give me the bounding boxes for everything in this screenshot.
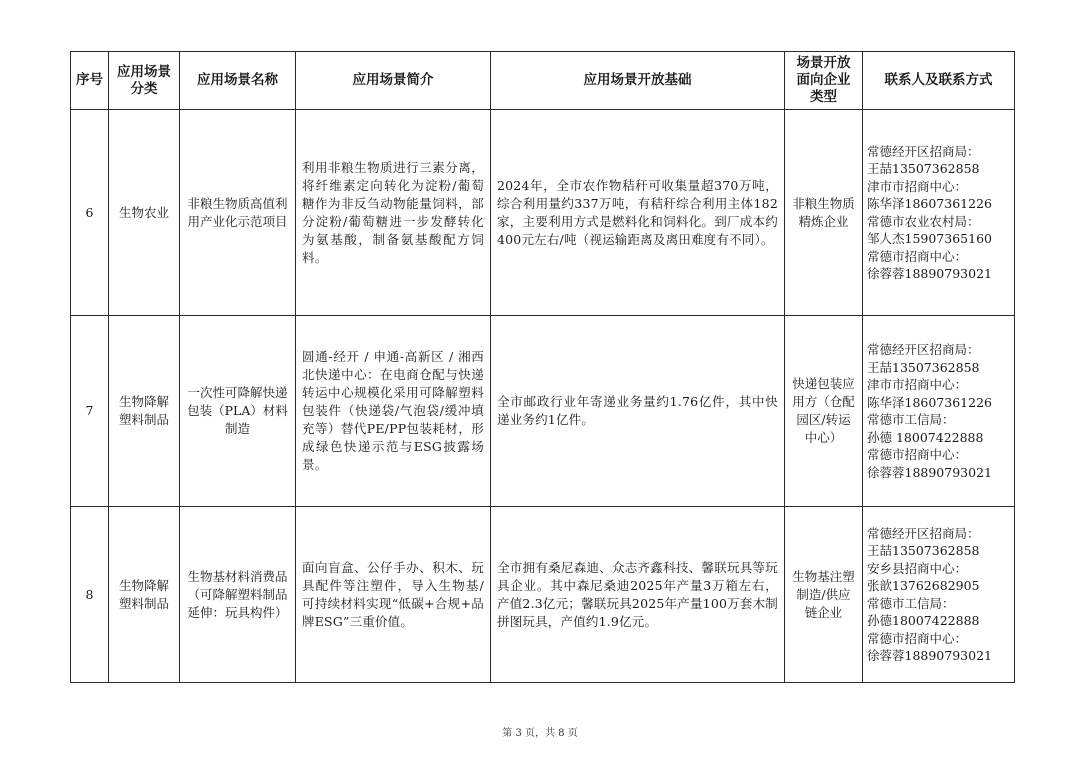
table-row: [71, 110, 1015, 316]
row-seq: 6: [71, 110, 109, 316]
row-seq: 8: [71, 507, 109, 683]
row-name-text: 生物基材料消费品（可降解塑料制品延伸：玩具构件）: [187, 568, 288, 620]
row-intro: 面向盲盒、公仔手办、积木、玩具配件等注塑件，导入生物基/可持续材料实现“低碳+合规+品牌ESG”三重价值。: [296, 507, 491, 683]
contact-line: 常德市招商中心：: [867, 447, 968, 462]
row-name-text: 非粮生物质高值利用产业化示范项目: [187, 195, 288, 229]
contact-line: 常德经开区招商局：: [867, 525, 980, 541]
contact-line: 徐蓉蓉18890793021: [867, 648, 992, 663]
header-name: 应用场景名称: [180, 52, 296, 110]
contact-line: 安乡县招商中心：: [867, 560, 968, 576]
contact-line: 常德市农业农村局：: [867, 213, 980, 229]
page-footer: 第 3 页，共 8 页: [502, 728, 578, 739]
table-row: [71, 507, 1015, 683]
row-target: [785, 507, 863, 683]
row-name: [180, 110, 296, 316]
row-intro: 圆通-经开 / 申通-高新区 / 湘西北快递中心：在电商仓配与快递转运中心规模化采用可降解塑料包装件（快递袋/气泡袋/缓冲填充等）替代PE/PP包装耗材，形成绿色快递示范与ESG披露场景。: [296, 316, 491, 507]
row-category-text: 生物降解塑料制品: [118, 394, 169, 427]
row-basis: 2024年，全市农作物秸秆可收集量超370万吨，综合利用量约337万吨，有秸秆综合利用主体182家，主要利用方式是燃料化和饲料化。到厂成本约400元左右/吨（视运输距离及离田难度有不同）。: [491, 110, 785, 316]
contact-line: 常德经开区招商局：: [867, 143, 980, 159]
row-category-text: 生物降解塑料制品: [118, 577, 169, 611]
row-name-text: 一次性可降解快递包装（PLA）材料制造: [187, 385, 288, 436]
row-name: [180, 316, 296, 507]
contact-line: 常德市招商中心：: [867, 248, 968, 264]
contact-line: 陈华泽18607361226: [867, 196, 992, 211]
row-basis: 全市拥有桑尼森迪、众志齐鑫科技、馨联玩具等玩具企业。其中森尼桑迪2025年产量3万箱左右，产值2.3亿元；馨联玩具2025年产量100万套木制拼图玩具，产值约1.9亿元。: [491, 507, 785, 683]
table-header-row: [71, 52, 1015, 110]
header-category: [109, 52, 180, 110]
row-category: [109, 316, 180, 507]
contact-line: 津市市招商中心：: [867, 178, 968, 194]
row-target: [785, 316, 863, 507]
header-target-text: 场景开放面向企业类型: [796, 55, 851, 105]
row-target-text: 快递包装应用方（仓配园区/转运中心）: [792, 376, 855, 445]
contact-line: 孙德 18007422888: [867, 429, 984, 445]
header-category-text: 应用场景分类: [117, 63, 171, 97]
row-contacts: [863, 316, 1015, 507]
contact-line: 常德市工信局：: [867, 595, 955, 611]
row-category: [109, 507, 180, 683]
contact-line: 王喆13507362858: [867, 543, 980, 558]
row-intro: 利用非粮生物质进行三素分离，将纤维素定向转化为淀粉/葡萄糖作为非反刍动物能量饲料，部分淀粉/葡萄糖进一步发酵转化为氨基酸，制备氨基酸配方饲料。: [296, 110, 491, 316]
row-category: [109, 110, 180, 316]
header-basis: 应用场景开放基础: [491, 52, 785, 110]
header-target: [785, 52, 863, 110]
contact-line: 邹人杰15907365160: [867, 231, 992, 246]
row-category-text: 生物农业: [118, 204, 169, 220]
contact-line: 陈华泽18607361226: [867, 394, 992, 410]
scenario-table: [70, 51, 1015, 683]
header-seq: 序号: [71, 52, 109, 110]
contact-line: 孙德18007422888: [867, 613, 980, 628]
row-seq: 7: [71, 316, 109, 507]
row-target: [785, 110, 863, 316]
row-contacts: [863, 110, 1015, 316]
contact-line: 王喆13507362858: [867, 359, 980, 375]
contact-line: 常德市招商中心：: [867, 630, 968, 646]
contact-line: 徐蓉蓉18890793021: [867, 464, 992, 480]
contact-line: 津市市招商中心：: [867, 377, 968, 392]
header-intro: 应用场景简介: [296, 52, 491, 110]
row-name: [180, 507, 296, 683]
contact-line: 徐蓉蓉18890793021: [867, 266, 992, 281]
contact-line: 张歆13762682905: [867, 578, 980, 593]
table-row: [71, 316, 1015, 507]
contact-line: 常德市工信局：: [867, 412, 955, 427]
contact-line: 常德经开区招商局：: [867, 342, 980, 357]
header-contact: 联系人及联系方式: [863, 52, 1015, 110]
row-target-text: 生物基注塑制造/供应链企业: [792, 568, 855, 620]
row-target-text: 非粮生物质精炼企业: [792, 195, 855, 229]
contact-line: 王喆13507362858: [867, 161, 980, 176]
row-basis: 全市邮政行业年寄递业务量约1.76亿件，其中快递业务约1亿件。: [491, 316, 785, 507]
row-contacts: [863, 507, 1015, 683]
